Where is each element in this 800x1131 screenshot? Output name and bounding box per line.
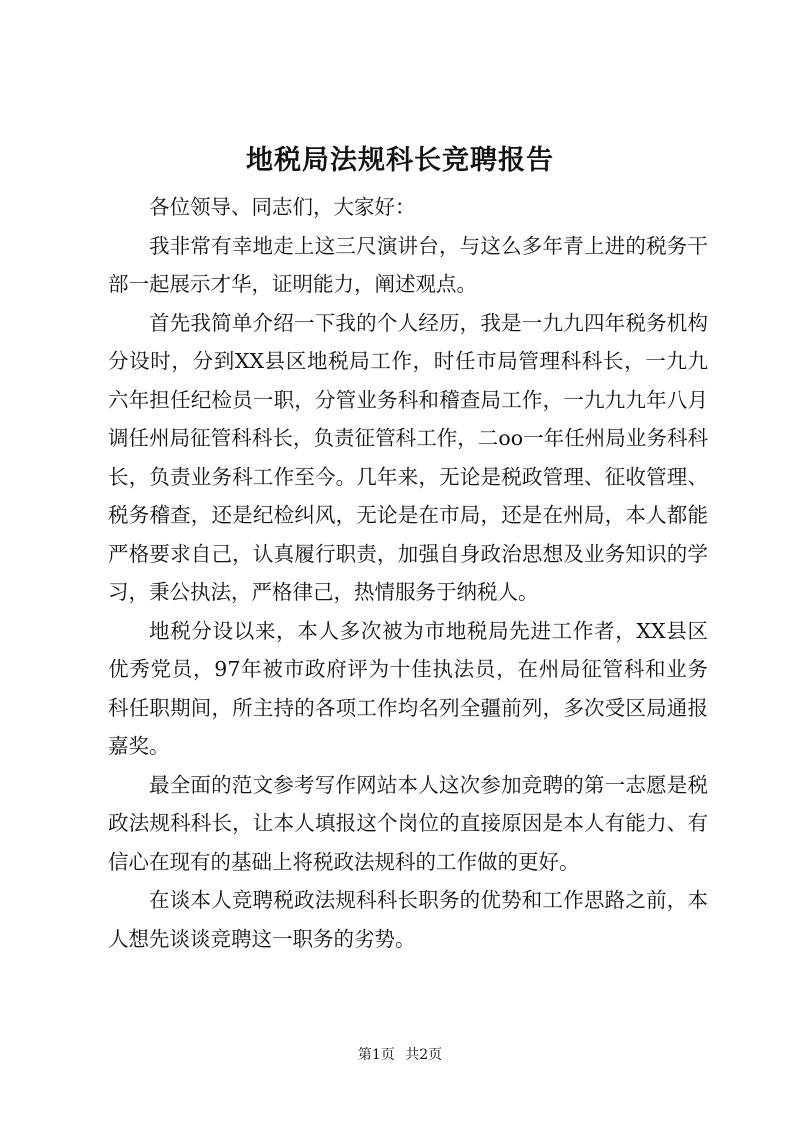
page-total: 共2页 [405,1047,443,1063]
document-body [108,188,708,958]
paragraph-experience: 首先我简单介绍一下我的个人经历，我是一九九四年税务机构分设时，分到XX县区地税局工作，时任市局管理科科长，一九九六年担任纪检员一职，分管业务科和稽查局工作，一九九九年八月调任州局征管科科长，负责征管科工作，二oo一年任州局业务科科长，负责业务科工作至今。几年来，无论是税政管理、征收管理、税务稽查，还是纪检纠风，无论是在市局，还是在州局，本人都能严格要求自己，认真履行职责，加强自身政治思想及业务知识的学习，秉公执法，严格律己，热情服务于纳税人。 [108,310,708,604]
paragraph-opening: 我非常有幸地走上这三尺演讲台，与这么多年青上进的税务干部一起展示才华，证明能力，阐述观点。 [108,233,708,296]
page-number: 第1页 [357,1047,395,1063]
paragraph-transition: 在谈本人竞聘税政法规科科长职务的优势和工作思路之前，本人想先谈谈竞聘这一职务的劣势。 [108,888,708,951]
document-title: 地税局法规科长竞聘报告 [246,145,554,176]
page-footer [0,1045,800,1065]
paragraph-first-choice: 最全面的范文参考写作网站本人这次参加竞聘的第一志愿是税政法规科科长，让本人填报这个岗位的直接原因是本人有能力、有信心在现有的基础上将税政法规科的工作做的更好。 [108,772,708,874]
paragraph-honors: 地税分设以来，本人多次被为市地税局先进工作者，XX县区优秀党员，97年被市政府评为十佳执法员，在州局征管科和业务科任职期间，所主持的各项工作均名列全疆前列，多次受区局通报嘉奖。 [108,618,708,758]
paragraph-greeting: 各位领导、同志们，大家好： [149,195,416,219]
